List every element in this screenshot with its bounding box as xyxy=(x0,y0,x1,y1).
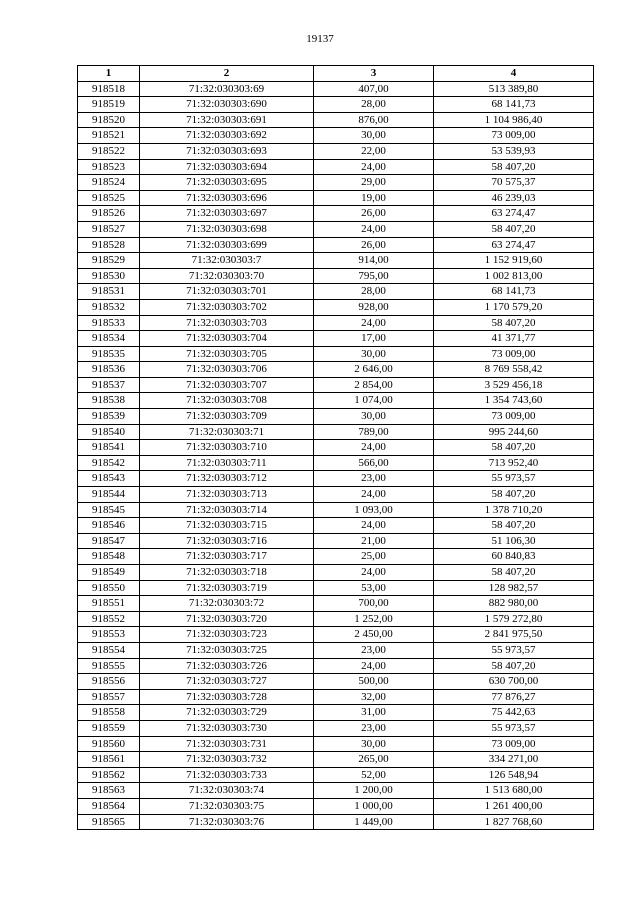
table-row xyxy=(78,253,594,269)
column-header-1: 1 xyxy=(78,66,140,82)
row-number-cell: 918521 xyxy=(78,128,140,144)
area-cell: 24,00 xyxy=(314,518,434,534)
value-cell: 1 354 743,60 xyxy=(434,393,594,409)
row-number-cell: 918558 xyxy=(78,705,140,721)
area-cell: 23,00 xyxy=(314,642,434,658)
table-row xyxy=(78,533,594,549)
area-cell: 31,00 xyxy=(314,705,434,721)
cadastral-number-cell: 71:32:030303:718 xyxy=(140,565,314,581)
row-number-cell: 918533 xyxy=(78,315,140,331)
cadastral-number-cell: 71:32:030303:725 xyxy=(140,642,314,658)
area-cell: 700,00 xyxy=(314,596,434,612)
table-row xyxy=(78,393,594,409)
area-cell: 24,00 xyxy=(314,159,434,175)
row-number-cell: 918539 xyxy=(78,409,140,425)
row-number-cell: 918549 xyxy=(78,565,140,581)
table-row xyxy=(78,518,594,534)
cadastral-number-cell: 71:32:030303:75 xyxy=(140,798,314,814)
area-cell: 23,00 xyxy=(314,471,434,487)
value-cell: 53 539,93 xyxy=(434,143,594,159)
cadastral-number-cell: 71:32:030303:691 xyxy=(140,112,314,128)
cadastral-number-cell: 71:32:030303:727 xyxy=(140,674,314,690)
value-cell: 334 271,00 xyxy=(434,752,594,768)
area-cell: 24,00 xyxy=(314,315,434,331)
cadastral-number-cell: 71:32:030303:694 xyxy=(140,159,314,175)
table-header-row xyxy=(78,66,594,82)
row-number-cell: 918537 xyxy=(78,377,140,393)
cadastral-number-cell: 71:32:030303:699 xyxy=(140,237,314,253)
area-cell: 24,00 xyxy=(314,487,434,503)
value-cell: 60 840,83 xyxy=(434,549,594,565)
cadastral-number-cell: 71:32:030303:701 xyxy=(140,284,314,300)
table-row xyxy=(78,81,594,97)
row-number-cell: 918548 xyxy=(78,549,140,565)
cadastral-number-cell: 71:32:030303:723 xyxy=(140,627,314,643)
area-cell: 21,00 xyxy=(314,533,434,549)
area-cell: 22,00 xyxy=(314,143,434,159)
area-cell: 2 450,00 xyxy=(314,627,434,643)
table-row xyxy=(78,377,594,393)
area-cell: 1 074,00 xyxy=(314,393,434,409)
value-cell: 1 261 400,00 xyxy=(434,798,594,814)
table-row xyxy=(78,674,594,690)
area-cell: 23,00 xyxy=(314,720,434,736)
value-cell: 58 407,20 xyxy=(434,315,594,331)
row-number-cell: 918562 xyxy=(78,767,140,783)
cadastral-number-cell: 71:32:030303:70 xyxy=(140,268,314,284)
area-cell: 30,00 xyxy=(314,736,434,752)
value-cell: 58 407,20 xyxy=(434,518,594,534)
cadastral-number-cell: 71:32:030303:714 xyxy=(140,502,314,518)
row-number-cell: 918547 xyxy=(78,533,140,549)
cadastral-number-cell: 71:32:030303:708 xyxy=(140,393,314,409)
value-cell: 513 389,80 xyxy=(434,81,594,97)
value-cell: 73 009,00 xyxy=(434,736,594,752)
cadastral-number-cell: 71:32:030303:726 xyxy=(140,658,314,674)
area-cell: 17,00 xyxy=(314,331,434,347)
table-row xyxy=(78,112,594,128)
row-number-cell: 918552 xyxy=(78,611,140,627)
area-cell: 26,00 xyxy=(314,237,434,253)
value-cell: 630 700,00 xyxy=(434,674,594,690)
table-row xyxy=(78,783,594,799)
cadastral-number-cell: 71:32:030303:713 xyxy=(140,487,314,503)
area-cell: 26,00 xyxy=(314,206,434,222)
table-row xyxy=(78,611,594,627)
table-row xyxy=(78,268,594,284)
row-number-cell: 918522 xyxy=(78,143,140,159)
cadastral-number-cell: 71:32:030303:697 xyxy=(140,206,314,222)
area-cell: 24,00 xyxy=(314,221,434,237)
table-row xyxy=(78,752,594,768)
cadastral-number-cell: 71:32:030303:72 xyxy=(140,596,314,612)
row-number-cell: 918563 xyxy=(78,783,140,799)
value-cell: 77 876,27 xyxy=(434,689,594,705)
table-row xyxy=(78,720,594,736)
value-cell: 2 841 975,50 xyxy=(434,627,594,643)
table-row xyxy=(78,362,594,378)
area-cell: 928,00 xyxy=(314,299,434,315)
area-cell: 30,00 xyxy=(314,128,434,144)
row-number-cell: 918528 xyxy=(78,237,140,253)
row-number-cell: 918542 xyxy=(78,455,140,471)
cadastral-number-cell: 71:32:030303:731 xyxy=(140,736,314,752)
value-cell: 8 769 558,42 xyxy=(434,362,594,378)
cadastral-number-cell: 71:32:030303:728 xyxy=(140,689,314,705)
cadastral-number-cell: 71:32:030303:69 xyxy=(140,81,314,97)
area-cell: 53,00 xyxy=(314,580,434,596)
value-cell: 58 407,20 xyxy=(434,159,594,175)
area-cell: 2 646,00 xyxy=(314,362,434,378)
cadastral-number-cell: 71:32:030303:71 xyxy=(140,424,314,440)
area-cell: 1 200,00 xyxy=(314,783,434,799)
row-number-cell: 918524 xyxy=(78,175,140,191)
area-cell: 29,00 xyxy=(314,175,434,191)
table-row xyxy=(78,689,594,705)
cadastral-number-cell: 71:32:030303:706 xyxy=(140,362,314,378)
table-row xyxy=(78,798,594,814)
area-cell: 500,00 xyxy=(314,674,434,690)
cadastral-number-cell: 71:32:030303:733 xyxy=(140,767,314,783)
area-cell: 1 252,00 xyxy=(314,611,434,627)
table-row xyxy=(78,206,594,222)
table-row xyxy=(78,565,594,581)
value-cell: 58 407,20 xyxy=(434,658,594,674)
row-number-cell: 918559 xyxy=(78,720,140,736)
area-cell: 30,00 xyxy=(314,409,434,425)
cadastral-number-cell: 71:32:030303:716 xyxy=(140,533,314,549)
table-row xyxy=(78,175,594,191)
value-cell: 713 952,40 xyxy=(434,455,594,471)
value-cell: 73 009,00 xyxy=(434,409,594,425)
row-number-cell: 918543 xyxy=(78,471,140,487)
value-cell: 995 244,60 xyxy=(434,424,594,440)
cadastral-number-cell: 71:32:030303:693 xyxy=(140,143,314,159)
value-cell: 55 973,57 xyxy=(434,720,594,736)
row-number-cell: 918527 xyxy=(78,221,140,237)
table-row xyxy=(78,315,594,331)
area-cell: 2 854,00 xyxy=(314,377,434,393)
value-cell: 1 378 710,20 xyxy=(434,502,594,518)
row-number-cell: 918550 xyxy=(78,580,140,596)
row-number-cell: 918536 xyxy=(78,362,140,378)
table-row xyxy=(78,549,594,565)
table-row xyxy=(78,736,594,752)
cadastral-number-cell: 71:32:030303:74 xyxy=(140,783,314,799)
cadastral-number-cell: 71:32:030303:7 xyxy=(140,253,314,269)
row-number-cell: 918565 xyxy=(78,814,140,830)
row-number-cell: 918534 xyxy=(78,331,140,347)
row-number-cell: 918530 xyxy=(78,268,140,284)
row-number-cell: 918546 xyxy=(78,518,140,534)
cadastral-number-cell: 71:32:030303:732 xyxy=(140,752,314,768)
table-row xyxy=(78,814,594,830)
table-row xyxy=(78,128,594,144)
area-cell: 24,00 xyxy=(314,440,434,456)
table-row xyxy=(78,596,594,612)
cadastral-number-cell: 71:32:030303:692 xyxy=(140,128,314,144)
cadastral-number-cell: 71:32:030303:715 xyxy=(140,518,314,534)
value-cell: 1 513 680,00 xyxy=(434,783,594,799)
row-number-cell: 918555 xyxy=(78,658,140,674)
area-cell: 24,00 xyxy=(314,658,434,674)
value-cell: 46 239,03 xyxy=(434,190,594,206)
area-cell: 795,00 xyxy=(314,268,434,284)
table-row xyxy=(78,143,594,159)
row-number-cell: 918535 xyxy=(78,346,140,362)
table-row xyxy=(78,159,594,175)
value-cell: 63 274,47 xyxy=(434,206,594,222)
value-cell: 1 002 813,00 xyxy=(434,268,594,284)
area-cell: 30,00 xyxy=(314,346,434,362)
row-number-cell: 918523 xyxy=(78,159,140,175)
cadastral-number-cell: 71:32:030303:698 xyxy=(140,221,314,237)
value-cell: 70 575,37 xyxy=(434,175,594,191)
row-number-cell: 918540 xyxy=(78,424,140,440)
row-number-cell: 918554 xyxy=(78,642,140,658)
table-row xyxy=(78,502,594,518)
row-number-cell: 918526 xyxy=(78,206,140,222)
cadastral-number-cell: 71:32:030303:730 xyxy=(140,720,314,736)
row-number-cell: 918560 xyxy=(78,736,140,752)
area-cell: 28,00 xyxy=(314,284,434,300)
table-row xyxy=(78,190,594,206)
value-cell: 58 407,20 xyxy=(434,440,594,456)
area-cell: 566,00 xyxy=(314,455,434,471)
cadastral-number-cell: 71:32:030303:707 xyxy=(140,377,314,393)
column-header-4: 4 xyxy=(434,66,594,82)
area-cell: 1 000,00 xyxy=(314,798,434,814)
value-cell: 55 973,57 xyxy=(434,471,594,487)
area-cell: 407,00 xyxy=(314,81,434,97)
table-body xyxy=(78,81,594,830)
cadastral-number-cell: 71:32:030303:719 xyxy=(140,580,314,596)
row-number-cell: 918529 xyxy=(78,253,140,269)
row-number-cell: 918551 xyxy=(78,596,140,612)
page-number: 19137 xyxy=(306,33,334,45)
table-row xyxy=(78,705,594,721)
value-cell: 1 170 579,20 xyxy=(434,299,594,315)
cadastral-number-cell: 71:32:030303:704 xyxy=(140,331,314,347)
cadastral-number-cell: 71:32:030303:703 xyxy=(140,315,314,331)
table-row xyxy=(78,221,594,237)
table-row xyxy=(78,455,594,471)
table-row xyxy=(78,97,594,113)
cadastral-number-cell: 71:32:030303:717 xyxy=(140,549,314,565)
row-number-cell: 918561 xyxy=(78,752,140,768)
table-row xyxy=(78,346,594,362)
row-number-cell: 918556 xyxy=(78,674,140,690)
value-cell: 63 274,47 xyxy=(434,237,594,253)
cadastral-number-cell: 71:32:030303:705 xyxy=(140,346,314,362)
cadastral-number-cell: 71:32:030303:720 xyxy=(140,611,314,627)
area-cell: 32,00 xyxy=(314,689,434,705)
area-cell: 265,00 xyxy=(314,752,434,768)
cadastral-number-cell: 71:32:030303:712 xyxy=(140,471,314,487)
table-row xyxy=(78,487,594,503)
area-cell: 28,00 xyxy=(314,97,434,113)
area-cell: 1 449,00 xyxy=(314,814,434,830)
cadastral-number-cell: 71:32:030303:709 xyxy=(140,409,314,425)
table-row xyxy=(78,440,594,456)
row-number-cell: 918541 xyxy=(78,440,140,456)
area-cell: 25,00 xyxy=(314,549,434,565)
value-cell: 41 371,77 xyxy=(434,331,594,347)
table-row xyxy=(78,627,594,643)
value-cell: 68 141,73 xyxy=(434,97,594,113)
table-row xyxy=(78,409,594,425)
value-cell: 58 407,20 xyxy=(434,221,594,237)
area-cell: 24,00 xyxy=(314,565,434,581)
area-cell: 19,00 xyxy=(314,190,434,206)
column-header-2: 2 xyxy=(140,66,314,82)
row-number-cell: 918544 xyxy=(78,487,140,503)
area-cell: 876,00 xyxy=(314,112,434,128)
row-number-cell: 918564 xyxy=(78,798,140,814)
area-cell: 1 093,00 xyxy=(314,502,434,518)
row-number-cell: 918525 xyxy=(78,190,140,206)
table-row xyxy=(78,658,594,674)
value-cell: 1 152 919,60 xyxy=(434,253,594,269)
value-cell: 73 009,00 xyxy=(434,346,594,362)
value-cell: 73 009,00 xyxy=(434,128,594,144)
value-cell: 58 407,20 xyxy=(434,487,594,503)
table-row xyxy=(78,471,594,487)
row-number-cell: 918557 xyxy=(78,689,140,705)
cadastral-number-cell: 71:32:030303:711 xyxy=(140,455,314,471)
area-cell: 789,00 xyxy=(314,424,434,440)
row-number-cell: 918545 xyxy=(78,502,140,518)
value-cell: 882 980,00 xyxy=(434,596,594,612)
area-cell: 52,00 xyxy=(314,767,434,783)
table-row xyxy=(78,642,594,658)
row-number-cell: 918532 xyxy=(78,299,140,315)
value-cell: 51 106,30 xyxy=(434,533,594,549)
area-cell: 914,00 xyxy=(314,253,434,269)
cadastral-number-cell: 71:32:030303:729 xyxy=(140,705,314,721)
row-number-cell: 918553 xyxy=(78,627,140,643)
table-row xyxy=(78,767,594,783)
row-number-cell: 918538 xyxy=(78,393,140,409)
row-number-cell: 918520 xyxy=(78,112,140,128)
cadastral-number-cell: 71:32:030303:702 xyxy=(140,299,314,315)
table-row xyxy=(78,284,594,300)
value-cell: 1 827 768,60 xyxy=(434,814,594,830)
value-cell: 126 548,94 xyxy=(434,767,594,783)
cadastral-number-cell: 71:32:030303:710 xyxy=(140,440,314,456)
cadastral-number-cell: 71:32:030303:696 xyxy=(140,190,314,206)
table-row xyxy=(78,299,594,315)
value-cell: 58 407,20 xyxy=(434,565,594,581)
value-cell: 3 529 456,18 xyxy=(434,377,594,393)
registry-table xyxy=(77,65,594,830)
value-cell: 1 579 272,80 xyxy=(434,611,594,627)
table-row xyxy=(78,580,594,596)
cadastral-number-cell: 71:32:030303:695 xyxy=(140,175,314,191)
table-row xyxy=(78,424,594,440)
column-header-3: 3 xyxy=(314,66,434,82)
table-row xyxy=(78,237,594,253)
table-row xyxy=(78,331,594,347)
cadastral-number-cell: 71:32:030303:690 xyxy=(140,97,314,113)
value-cell: 68 141,73 xyxy=(434,284,594,300)
value-cell: 75 442,63 xyxy=(434,705,594,721)
value-cell: 128 982,57 xyxy=(434,580,594,596)
value-cell: 1 104 986,40 xyxy=(434,112,594,128)
row-number-cell: 918519 xyxy=(78,97,140,113)
cadastral-number-cell: 71:32:030303:76 xyxy=(140,814,314,830)
value-cell: 55 973,57 xyxy=(434,642,594,658)
row-number-cell: 918518 xyxy=(78,81,140,97)
row-number-cell: 918531 xyxy=(78,284,140,300)
